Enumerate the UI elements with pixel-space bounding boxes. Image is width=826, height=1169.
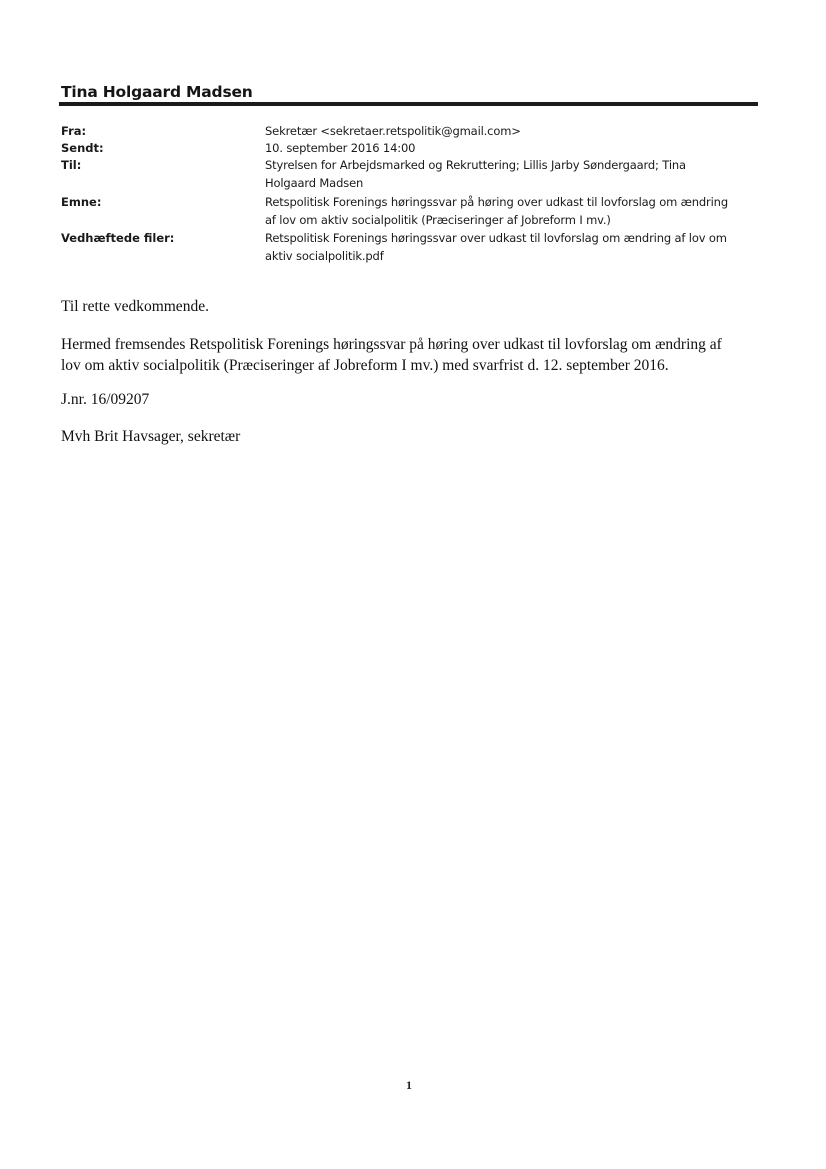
body-reference: J.nr. 16/09207 [61, 391, 150, 408]
from-value: Sekretær <sekretaer.retspolitik@gmail.com> [265, 124, 521, 138]
body-paragraph [61, 334, 751, 376]
from-label: Fra: [61, 124, 87, 138]
attachment-line: aktiv socialpolitik.pdf [265, 249, 384, 263]
sent-value: 10. september 2016 14:00 [265, 141, 416, 155]
subject-value [265, 193, 755, 229]
to-value-line: Styrelsen for Arbejdsmarked og Rekruttering; Lillis Jarby Søndergaard; Tina [265, 158, 686, 172]
to-value [265, 156, 755, 192]
body-greeting: Til rette vedkommende. [61, 298, 209, 315]
subject-label: Emne: [61, 195, 102, 209]
page-number: 1 [406, 1078, 412, 1092]
attachments-value[interactable] [265, 229, 755, 265]
sent-label: Sendt: [61, 141, 104, 155]
subject-value-line: Retspolitisk Forenings høringssvar på høring over udkast til lovforslag om ændring [265, 195, 728, 209]
subject-value-line: af lov om aktiv socialpolitik (Præciseringer af Jobreform I mv.) [265, 213, 611, 227]
to-label: Til: [61, 158, 82, 172]
body-paragraph-line: lov om aktiv socialpolitik (Præciseringer af Jobreform I mv.) med svarfrist d. 12. september 2016. [61, 357, 669, 374]
attachments-label: Vedhæftede filer: [61, 231, 175, 245]
header-divider [59, 102, 758, 106]
body-signature: Mvh Brit Havsager, sekretær [61, 428, 241, 445]
to-value-line: Holgaard Madsen [265, 176, 364, 190]
body-paragraph-line: Hermed fremsendes Retspolitisk Forenings høringssvar på høring over udkast til lovforslag om ændring af [61, 336, 722, 353]
sender-name-heading: Tina Holgaard Madsen [61, 83, 253, 101]
attachment-line: Retspolitisk Forenings høringssvar over udkast til lovforslag om ændring af lov om [265, 231, 727, 245]
